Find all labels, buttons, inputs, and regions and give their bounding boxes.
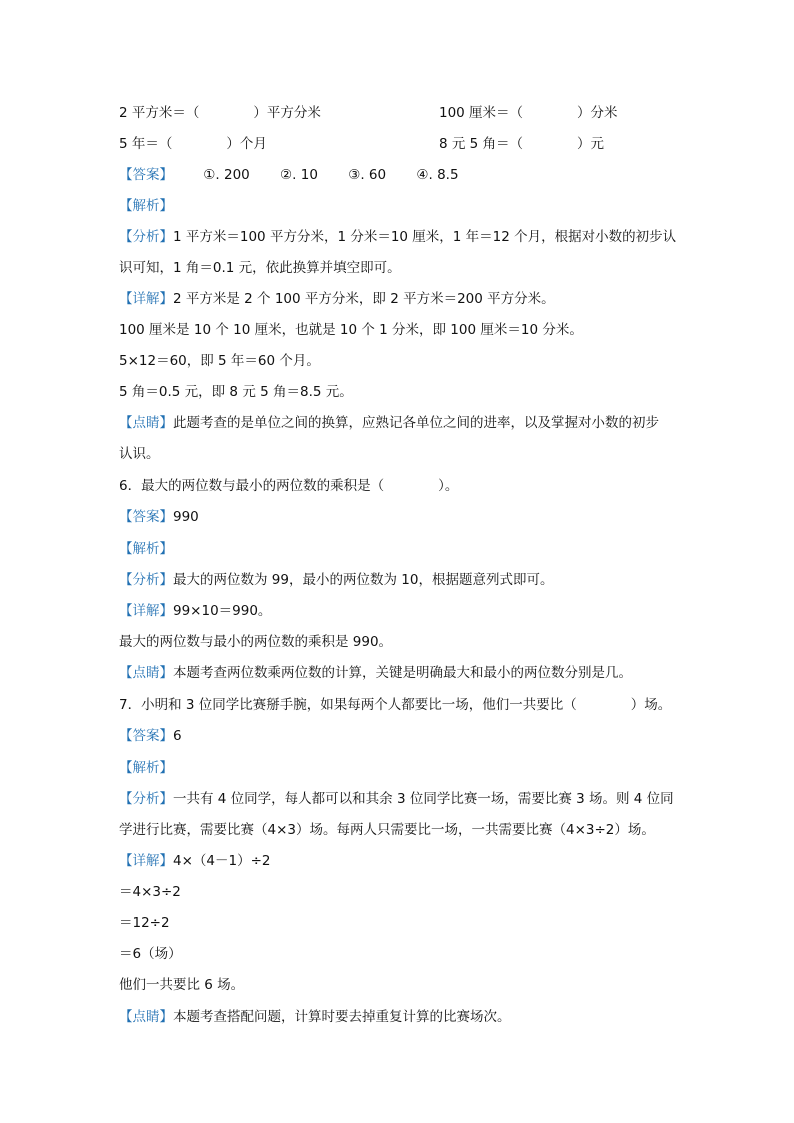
q5-xiangjie-line3 <box>119 352 320 370</box>
q6-answer: 990 <box>173 509 199 525</box>
q5-xiangjie-text3: 5×12＝60，即 5 年＝60 个月。 <box>119 353 320 369</box>
q5-dianjing-line2 <box>119 445 160 463</box>
q7-xiangjie-line2 <box>119 883 181 901</box>
q5-answer-1: ①. 200 <box>203 167 250 183</box>
q5-answer-3: ③. 60 <box>348 167 387 183</box>
fenxi-tag: 【分析】 <box>119 229 173 245</box>
q5-xiangjie-text4: 5 角＝0.5 元，即 8 元 5 角＝8.5 元。 <box>119 384 353 400</box>
q6-question <box>119 477 458 495</box>
q5-xiangjie-text1: 2 平方米是 2 个 100 平方分米，即 2 平方米＝200 平方分米。 <box>173 291 555 307</box>
xiangjie-tag: 【详解】 <box>119 853 173 869</box>
q7-answer-line <box>119 727 182 745</box>
q7-xiangjie-line5 <box>119 976 244 994</box>
q5-row2-right <box>439 135 604 153</box>
q5-answer-line <box>119 166 459 184</box>
q5-row2 <box>119 135 267 153</box>
q6-xiangjie-text2: 最大的两位数与最小的两位数的乘积是 990。 <box>119 634 393 650</box>
q5-dianjing-text2: 认识。 <box>119 446 160 462</box>
q6-question-text: 6．最大的两位数与最小的两位数的乘积是（ ）。 <box>119 478 459 494</box>
dianjing-tag: 【点睛】 <box>119 665 173 681</box>
q7-dianjing-text: 本题考查搭配问题，计算时要去掉重复计算的比赛场次。 <box>173 1009 511 1025</box>
q5-row2-right-text: 8 元 5 角＝（ ）元 <box>439 136 605 152</box>
q7-xiangjie-text1: 4×（4－1）÷2 <box>173 853 271 869</box>
q7-xiangjie-text3: ＝12÷2 <box>119 915 170 931</box>
answer-tag: 【答案】 <box>119 509 173 525</box>
analysis-tag: 【解析】 <box>119 760 173 776</box>
q5-fenxi-line1 <box>119 228 676 246</box>
dianjing-tag: 【点睛】 <box>119 415 173 431</box>
q6-xiangjie-line2 <box>119 633 392 651</box>
q5-row1-right-text: 100 厘米＝（ ）分米 <box>439 105 618 121</box>
q7-answer: 6 <box>173 728 182 744</box>
q6-dianjing-text: 本题考查两位数乘两位数的计算，关键是明确最大和最小的两位数分别是几。 <box>173 665 632 681</box>
q7-fenxi-text1: 一共有 4 位同学，每人都可以和其余 3 位同学比赛一场，需要比赛 3 场。则 4 位同 <box>173 791 674 807</box>
q7-xiangjie-text2: ＝4×3÷2 <box>119 884 181 900</box>
q5-dianjing-line1 <box>119 414 659 432</box>
q7-xiangjie-line1 <box>119 852 270 870</box>
q5-answer-2: ②. 10 <box>280 167 318 183</box>
answer-tag: 【答案】 <box>119 167 173 183</box>
q7-xiangjie-line4 <box>119 945 182 963</box>
dianjing-tag: 【点睛】 <box>119 1009 173 1025</box>
fenxi-tag: 【分析】 <box>119 572 173 588</box>
q5-xiangjie-line4 <box>119 383 353 401</box>
q5-fenxi-text1: 1 平方米＝100 平方分米，1 分米＝10 厘米，1 年＝12 个月，根据对小数的初步认 <box>173 229 677 245</box>
q6-answer-line <box>119 508 199 526</box>
answer-tag: 【答案】 <box>119 728 173 744</box>
q7-xiangjie-line3 <box>119 914 170 932</box>
analysis-tag: 【解析】 <box>119 198 173 214</box>
xiangjie-tag: 【详解】 <box>119 603 173 619</box>
analysis-tag: 【解析】 <box>119 541 173 557</box>
q7-dianjing-line <box>119 1008 511 1026</box>
q5-xiangjie-text2: 100 厘米是 10 个 10 厘米，也就是 10 个 1 分米，即 100 厘米＝10 分米。 <box>119 322 583 338</box>
fenxi-tag: 【分析】 <box>119 791 173 807</box>
q6-analysis-heading <box>119 540 173 558</box>
q5-row1 <box>119 104 321 122</box>
q5-row1-left: 2 平方米＝（ ）平方分米 <box>119 105 321 121</box>
q7-question <box>119 696 671 714</box>
q5-xiangjie-line2 <box>119 321 583 339</box>
q6-xiangjie-text1: 99×10＝990。 <box>173 603 272 619</box>
q6-xiangjie-line1 <box>119 602 271 620</box>
q7-question-text: 7．小明和 3 位同学比赛掰手腕，如果每两个人都要比一场，他们一共要比（ ）场。 <box>119 697 672 713</box>
q5-row2-left: 5 年＝（ ）个月 <box>119 136 267 152</box>
q7-fenxi-text2: 学进行比赛，需要比赛（4×3）场。每两人只需要比一场，一共需要比赛（4×3÷2）场。 <box>119 822 655 838</box>
q5-fenxi-text2: 识可知，1 角＝0.1 元，依此换算并填空即可。 <box>119 260 401 276</box>
q5-answer-4: ④. 8.5 <box>416 167 459 183</box>
q6-fenxi-line <box>119 571 553 589</box>
q5-row1-right <box>439 104 618 122</box>
q6-dianjing-line <box>119 664 632 682</box>
q5-dianjing-text1: 此题考查的是单位之间的换算，应熟记各单位之间的进率，以及掌握对小数的初步 <box>173 415 659 431</box>
q7-fenxi-line2 <box>119 821 655 839</box>
q5-analysis-heading <box>119 197 173 215</box>
xiangjie-tag: 【详解】 <box>119 291 173 307</box>
q7-xiangjie-text5: 他们一共要比 6 场。 <box>119 977 245 993</box>
q7-fenxi-line1 <box>119 790 674 808</box>
q7-xiangjie-text4: ＝6（场） <box>119 946 182 962</box>
q5-fenxi-line2 <box>119 259 401 277</box>
q7-analysis-heading <box>119 759 173 777</box>
q5-xiangjie-line1 <box>119 290 555 308</box>
q6-fenxi-text: 最大的两位数为 99，最小的两位数为 10，根据题意列式即可。 <box>173 572 554 588</box>
